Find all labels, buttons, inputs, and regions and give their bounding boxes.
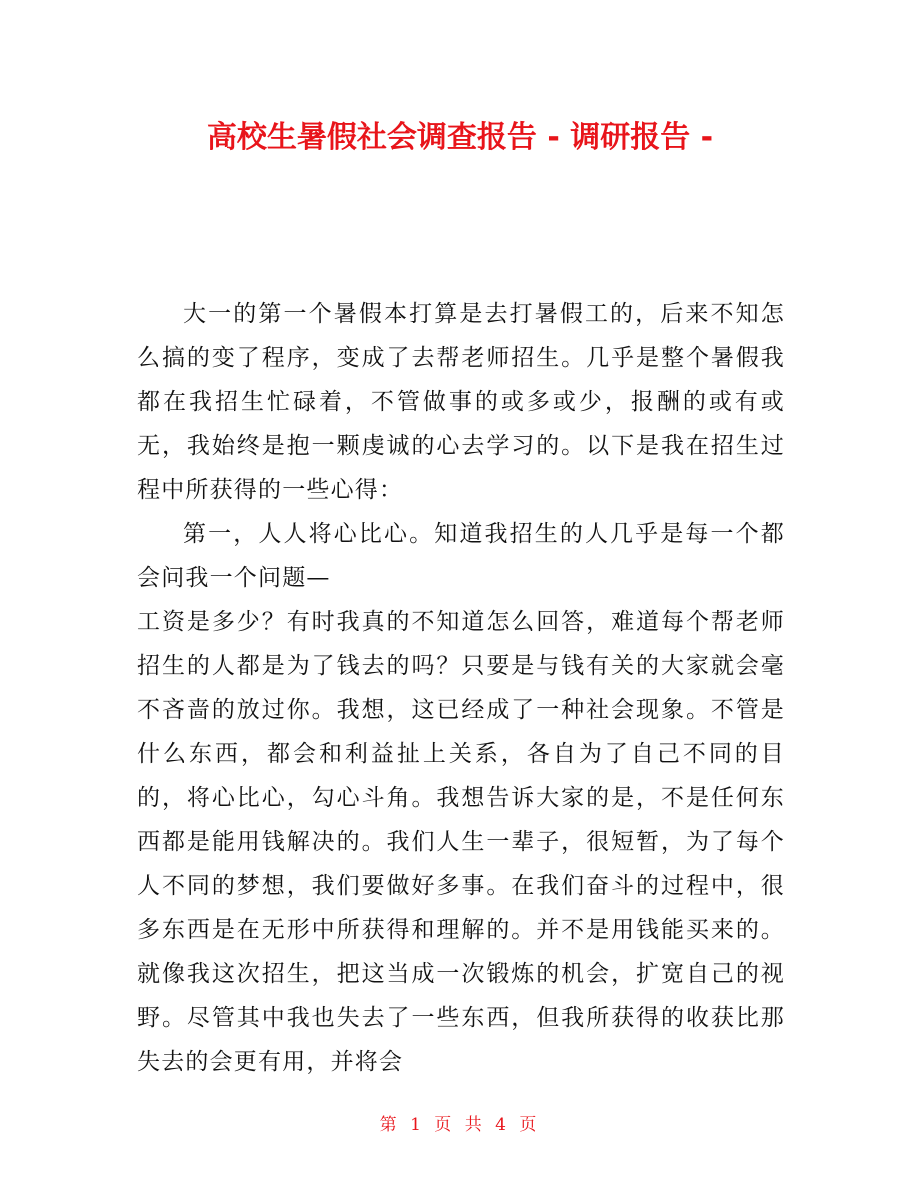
document-body xyxy=(137,292,785,1084)
paragraph-intro: 大一的第一个暑假本打算是去打暑假工的，后来不知怎么搞的变了程序，变成了去帮老师招生。几乎是整个暑假我都在我招生忙碌着，不管做事的或多或少，报酬的或有或无，我始终是抱一颗虔诚的心去学习的。以下是我在招生过程中所获得的一些心得： xyxy=(137,301,785,503)
page-number-footer: 第 1 页 共 4 页 xyxy=(379,1115,541,1135)
paragraph-first-point: 第一，人人将心比心。知道我招生的人几乎是每一个都会问我一个问题— xyxy=(137,521,785,591)
paragraph-wages: 工资是多少？有时我真的不知道怎么回答，难道每个帮老师招生的人都是为了钱去的吗？只要是与钱有关的大家就会毫不吝啬的放过你。我想，这已经成了一种社会现象。不管是什么东西，都会和利益扯上关系，各自为了自己不同的目的，将心比心，勾心斗角。我想告诉大家的是，不是任何东西都是能用钱解决的。我们人生一辈子，很短暂，为了每个人不同的梦想，我们要做好多事。在我们奋斗的过程中，很多东西是在无形中所获得和理解的。并不是用钱能买来的。就像我这次招生，把这当成一次锻炼的机会，扩宽自己的视野。尽管其中我也失去了一些东西，但我所获得的收获比那失去的会更有用，并将会 xyxy=(137,609,785,1075)
document-title: 高校生暑假社会调查报告 - 调研报告 - xyxy=(206,120,714,155)
